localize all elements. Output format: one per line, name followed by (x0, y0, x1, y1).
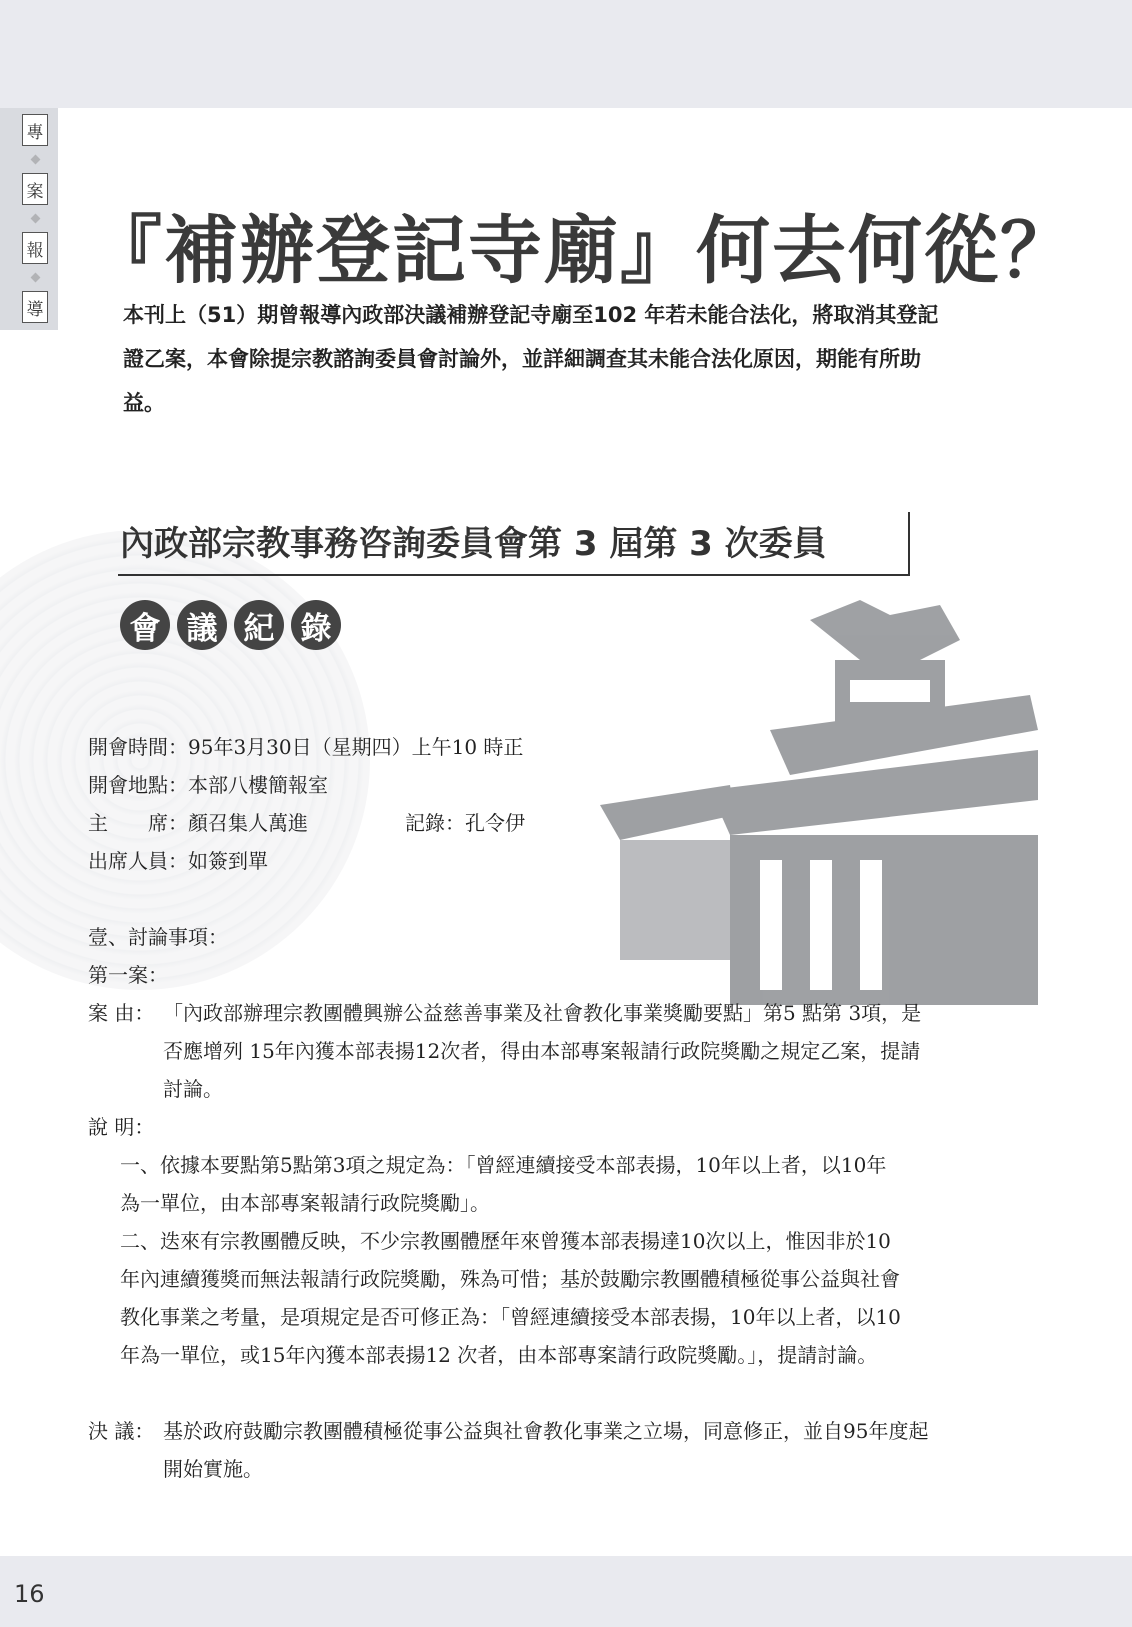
explain-point-2: 二、迭來有宗教團體反映，不少宗教團體歷年來曾獲本部表揚達10次以上，惟因非於10年內連續獲獎而無法報請行政院獎勵，殊為可惜；基於鼓勵宗教團體積極從事公益與社會教化事業之考量，是項規定是否可修正為：「曾經連續接受本部表揚，10年以上者，以10 年為一單位，或15年內獲本部表揚12 次者，由本部專案請行政院獎勵。」，提請討論。 (120, 1229, 901, 1367)
bottom-band (0, 1556, 1132, 1627)
meeting-attendees: 出席人員：如簽到單 (88, 849, 268, 873)
meeting-place: 開會地點：本部八樓簡報室 (88, 773, 328, 797)
badge-char: 錄 (291, 600, 341, 650)
meeting-recorder: 記錄：孔令伊 (405, 811, 525, 835)
section-label-char: 導 (22, 291, 48, 323)
reason-text: 「內政部辦理宗教團體興辦公益慈善事業及社會教化事業獎勵要點」第5 點第 3項，是否應增列 15年內獲本部表揚12次者，得由本部專案報請行政院獎勵之規定乙案，提請討論。 (163, 1001, 922, 1101)
intro-paragraph: 本刊上（51）期曾報導內政部決議補辦登記寺廟至102 年若未能合法化，將取消其登記證乙案，本會除提宗教諮詢委員會討論外，並詳細調查其未能合法化原因，期能有所助益。 (123, 303, 939, 415)
meeting-chair: 主 席：顏召集人萬進 (88, 811, 308, 835)
resolution-label: 決 議： (88, 1419, 155, 1443)
section-label (22, 114, 48, 323)
badge-char: 紀 (234, 600, 284, 650)
minutes-badges (120, 600, 341, 650)
meeting-subtitle: 內政部宗教事務咨詢委員會第 3 屆第 3 次委員 (120, 524, 827, 564)
discussion-heading: 壹、討論事項： (88, 925, 228, 949)
section-label-char: 專 (22, 114, 48, 146)
resolution-text: 基於政府鼓勵宗教團體積極從事公益與社會教化事業之立場，同意修正，並自95年度起開始實施。 (163, 1419, 929, 1481)
badge-char: 會 (120, 600, 170, 650)
temple-illustration (560, 600, 1038, 1030)
explain-point-1: 一、依據本要點第5點第3項之規定為：「曾經連續接受本部表揚，10年以上者，以10年為一單位，由本部專案報請行政院獎勵」。 (120, 1153, 887, 1215)
top-band (0, 0, 1132, 108)
explain-label: 說 明： (88, 1115, 155, 1139)
article-title: 『補辦登記寺廟』何去何從？ (88, 208, 1076, 294)
section-label-char: 案 (22, 173, 48, 205)
section-label-char: 報 (22, 232, 48, 264)
diamond-icon (30, 273, 40, 283)
diamond-icon (30, 214, 40, 224)
case-label: 第一案： (88, 963, 168, 987)
badge-char: 議 (177, 600, 227, 650)
meeting-time: 開會時間：95年3月30日（星期四）上午10 時正 (88, 735, 524, 759)
reason-label: 案 由： (88, 1001, 155, 1025)
page-number: 16 (14, 1580, 45, 1608)
diamond-icon (30, 155, 40, 165)
